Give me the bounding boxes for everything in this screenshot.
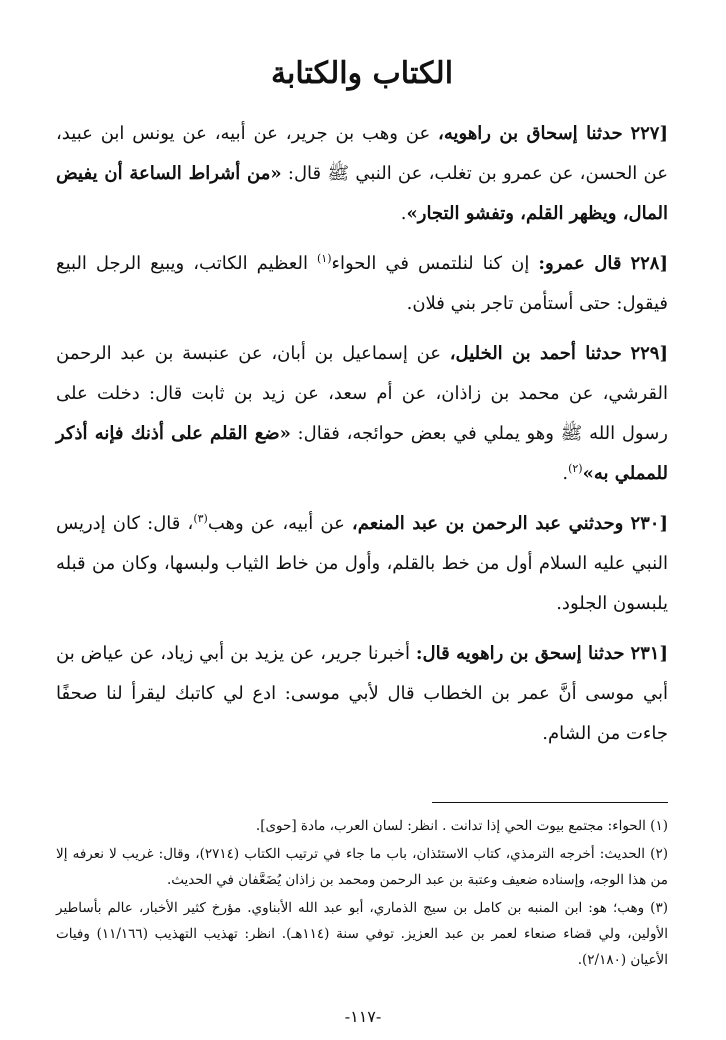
footnote-ref[interactable]: (٢) [568,462,583,475]
hadith-231 [56,634,668,754]
hadith-quote: «ضع القلم على أذنك فإنه أذكر للمملي به» [56,423,668,484]
hadith-229 [56,334,668,494]
hadith-number: [٢٢٩ [630,343,668,364]
hadith-lead: وحدثني عبد الرحمن بن عبد المنعم، [351,513,624,534]
hadith-lead: حدثنا إسحاق بن راهويه، [438,123,623,144]
footnote-number: (٣) [650,900,668,916]
hadith-text: عن أبيه، عن وهب [207,513,352,534]
footnote-ref[interactable]: (٣) [193,512,208,525]
hadith-number: [٢٢٨ [630,253,668,274]
hadith-text: عن وهب بن جرير، عن أبيه، عن يونس ابن عبيد، عن الحسن، عن عمرو بن تغلب، عن النبي ﷺ قال: [56,123,668,184]
footnote-1 [56,813,668,839]
page-number: -١١٧- [344,1007,382,1026]
hadith-number: [٢٣٠ [630,513,668,534]
hadith-text: عن إسماعيل بن أبان، عن عنبسة بن عبد الرحمن القرشي، عن محمد بن زاذان، عن أم سعد، عن زيد بن ثابت قال: دخلت على رسول الله ﷺ وهو يملي في بعض حوائجه، فقال: [56,343,668,444]
hadith-text-cont: العظيم الكاتب، ويبيع الرجل البيع فيقول: حتى أستأمن تاجر بني فلان. [56,253,668,314]
footnote-separator [432,802,668,803]
hadith-lead: حدثنا أحمد بن الخليل، [449,343,622,364]
footnote-number: (٢) [650,846,668,862]
hadith-text-cont: ، قال: كان إدريس النبي عليه السلام أول من خط بالقلم، وأول من خاط الثياب ولبسها، وكان من قبله يلبسون الجلود. [56,513,668,614]
hadith-lead: حدثنا إسحق بن راهويه قال: [415,643,625,664]
hadith-tail: . [400,203,407,224]
hadith-number: [٢٣١ [630,643,669,664]
hadith-text: إن كنا لنلتمس في الحواء [331,253,539,274]
footnote-text: وهب؛ هو: ابن المنبه بن كامل بن سيج الذماري، أبو عبد الله الأبناوي. مؤرخ كثير الأخبار، عالم بأساطير الأولين، ولي قضاء صنعاء لعمر بن عبد العزيز. توفي سنة (١١٤هـ). انظر: تهذيب التهذيب (١١/١٦٦) وفيات الأعيان (٢/١٨٠). [56,900,669,968]
footnote-ref[interactable]: (١) [316,252,332,265]
footnote-text: الحواء: مجتمع بيوت الحي إذا تدانت . انظر: لسان العرب، مادة [حوى]. [255,818,646,834]
hadith-227 [56,114,668,234]
hadith-quote: «من أشراط الساعة أن يفيض المال، ويظهر القلم، وتفشو التجار» [56,163,668,224]
hadith-228 [56,244,668,324]
hadith-number: [٢٢٧ [630,123,668,144]
footnote-2 [56,841,668,893]
footnote-text: الحديث: أخرجه الترمذي، كتاب الاستئذان، باب ما جاء في ترتيب الكتاب (٢٧١٤)، وقال: غريب لا نعرفه إلا من هذا الوجه، وإسناده ضعيف وعتبة بن عبد الرحمن ومحمد بن زاذان يُضَعَّفان في الحديث. [56,846,668,888]
hadith-230 [56,504,668,624]
hadith-tail: . [562,463,569,484]
footnote-3 [56,895,668,973]
chapter-title: الكتاب والكتابة [270,56,454,91]
footnote-number: (١) [650,818,668,834]
hadith-lead: قال عمرو: [538,253,622,274]
hadith-text: أخبرنا جرير، عن يزيد بن أبي زياد، عن عياض بن أبي موسى أنَّ عمر بن الخطاب قال لأبي موسى: ادع لي كاتبك ليقرأ لنا صحفًا جاءت من الشام. [56,643,668,744]
